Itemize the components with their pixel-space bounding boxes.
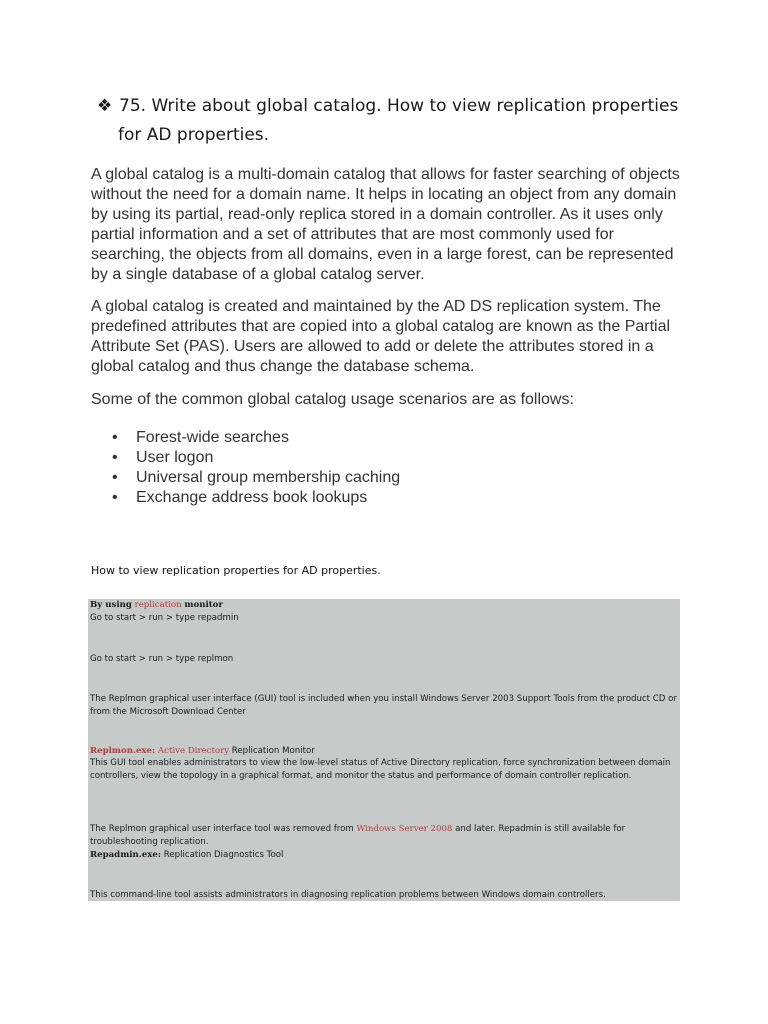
paragraph-global-catalog-definition: A global catalog is a multi-domain catalog that allows for faster searching of objects without the need for a domain name. It helps in locating an object from any domain by using its partial, read-only replica stored in a domain controller. As it uses only partial information and a set of attributes that are most commonly used for searching, the objects from all domains, even in a large forest, can be represented by a single database of a global catalog server. [91, 166, 680, 283]
bullet-icon: • [112, 469, 118, 486]
by-using-replication-monitor: By using replication monitor [90, 600, 223, 610]
replication-subheading: How to view replication properties for AD properties. [91, 564, 381, 577]
list-item: • Exchange address book lookups [112, 489, 368, 506]
repadmin-exe-title: Repadmin.exe: Replication Diagnostics Tool [90, 850, 284, 860]
replmon-instruction: Go to start > run > type replmon [90, 654, 234, 664]
replmon-removed-note: The Replmon graphical user interface tool was removed from Windows Server 2008 and later. Repadmin is still available for troubleshooting replication. [90, 824, 626, 847]
paragraph-usage-intro: Some of the common global catalog usage scenarios are as follows: [91, 391, 574, 408]
replmon-gui-description: This GUI tool enables administrators to view the low-level status of Active Directory replication, force synchronization between domain controllers, view the topology in a graphical format, and monitor the status and performance of domain controller replication. [90, 758, 671, 781]
paragraph-global-catalog-creation: A global catalog is created and maintained by the AD DS replication system. The predefined attributes that are copied into a global catalog are known as the Partial Attribute Set (PAS). Users are allowed to add or delete the attributes stored in a global catalog and thus change the database schema. [91, 298, 671, 375]
usage-scenarios-list [112, 428, 400, 508]
list-item: • User logon [112, 449, 214, 466]
bullet-icon: • [112, 489, 118, 506]
command-line-tool-note: This command-line tool assists administrators in diagnosing replication problems between Windows domain controllers. [90, 890, 606, 900]
replication-info-box [88, 599, 680, 901]
bullet-icon: • [112, 429, 118, 446]
list-item: • Universal group membership caching [112, 469, 401, 486]
bullet-icon: • [112, 449, 118, 466]
list-item: • Forest-wide searches [112, 429, 289, 446]
replmon-gui-note: The Replmon graphical user interface (GUI) tool is included when you install Windows Server 2003 Support Tools from the product CD or from the Microsoft Download Center [90, 694, 677, 717]
question-heading [97, 92, 697, 150]
heading-line-2: for AD properties. [118, 125, 270, 145]
diamond-bullet-icon: ❖ [97, 96, 113, 116]
replmon-exe-title: Replmon.exe: Active Directory Replication Monitor [90, 746, 315, 756]
repadmin-instruction: Go to start > run > type repadmin [90, 613, 239, 623]
heading-line-1: 75. Write about global catalog. How to view replication properties [119, 96, 679, 116]
